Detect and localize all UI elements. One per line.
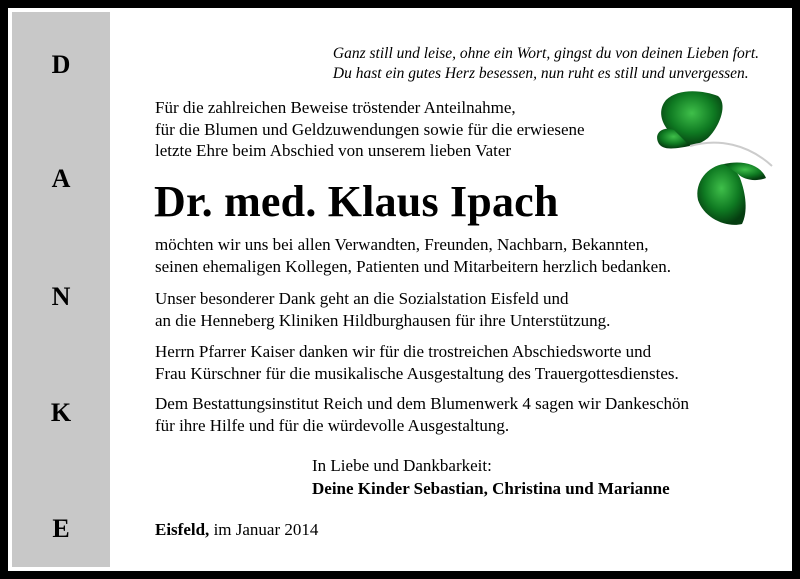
- intro-line: Für die zahlreichen Beweise tröstender Anteilnahme,: [155, 98, 516, 117]
- poem: [333, 44, 759, 84]
- thanks-line: möchten wir uns bei allen Verwandten, Freunden, Nachbarn, Bekannten,: [155, 235, 649, 254]
- ginkgo-leaf-icon: [648, 86, 778, 236]
- poem-line: Ganz still und leise, ohne ein Wort, gingst du von deinen Lieben fort.: [332, 45, 759, 62]
- thanks-line: Unser besonderer Dank geht an die Sozialstation Eisfeld und: [155, 289, 569, 308]
- thanks-paragraph-1: [155, 234, 671, 277]
- deceased-name: Dr. med. Klaus Ipach: [154, 177, 559, 226]
- poem-line: Du hast ein gutes Herz besessen, nun ruht es still und unvergessen.: [332, 65, 749, 82]
- sidebar-letter-n: N: [51, 282, 71, 311]
- sidebar-letter-d: D: [51, 50, 71, 79]
- thanks-paragraph-3: [155, 341, 679, 384]
- thanks-paragraph-4: [155, 393, 689, 436]
- intro-paragraph: [155, 97, 585, 162]
- sidebar-letter-e: E: [52, 514, 70, 543]
- thanks-line: Herrn Pfarrer Kaiser danken wir für die trostreichen Abschiedsworte und: [155, 342, 652, 361]
- place-date: [155, 520, 318, 540]
- signature-intro: In Liebe und Dankbarkeit:: [312, 456, 492, 475]
- thanks-line: Dem Bestattungsinstitut Reich und dem Blumenwerk 4 sagen wir Dankeschön: [155, 394, 689, 413]
- place-date-text: im Januar 2014: [213, 520, 319, 539]
- thanks-line: seinen ehemaligen Kollegen, Patienten und Mitarbeitern herzlich bedanken.: [155, 256, 671, 276]
- sidebar-letter-a: A: [51, 164, 71, 193]
- place-town: Eisfeld,: [155, 520, 210, 539]
- danke-sidebar: [12, 12, 110, 567]
- thanks-line: für ihre Hilfe und für die würdevolle Ausgestaltung.: [155, 415, 510, 435]
- thanks-line: an die Henneberg Kliniken Hildburghausen für ihre Unterstützung.: [155, 310, 611, 330]
- thanks-paragraph-2: [155, 288, 610, 331]
- intro-line: letzte Ehre beim Abschied von unserem lieben Vater: [155, 141, 512, 160]
- obituary-card: [8, 8, 792, 571]
- thanks-line: Frau Kürschner für die musikalische Ausgestaltung des Trauergottesdienstes.: [155, 363, 679, 383]
- signature-names: Deine Kinder Sebastian, Christina und Marianne: [312, 479, 670, 498]
- sidebar-letter-k: K: [50, 398, 72, 427]
- intro-line: für die Blumen und Geldzuwendungen sowie für die erwiesene: [155, 119, 585, 139]
